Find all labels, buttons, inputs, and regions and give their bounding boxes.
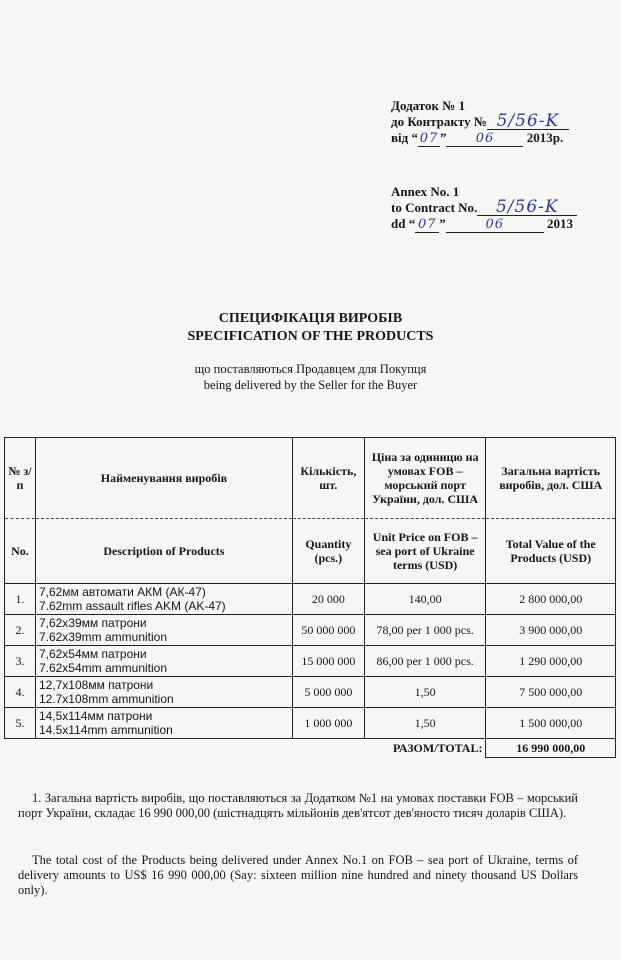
- table-header-en: [5, 519, 616, 584]
- date-month-ua: 06: [446, 131, 523, 147]
- row-price: 1,50: [364, 677, 486, 708]
- row-total: 2 800 000,00: [486, 584, 616, 615]
- row-desc-ua: 14,5x114мм патрони: [38, 709, 153, 723]
- table-header-ua: [5, 438, 616, 519]
- title-en: SPECIFICATION OF THE PRODUCTS: [187, 329, 434, 344]
- contract-label-en: to Contract No.: [391, 200, 478, 215]
- row-desc-en: 7.62x54mm ammunition: [38, 661, 168, 675]
- row-total: 3 900 000,00: [486, 615, 616, 646]
- header-price-ua: Ціна за одиницю на умовах FOB – морський порт України, дол. США: [364, 438, 486, 519]
- header-total-en: Total Value of the Products (USD): [486, 519, 616, 584]
- row-num: 5.: [5, 708, 36, 739]
- row-num: 4.: [5, 677, 36, 708]
- table-row: [5, 615, 616, 646]
- row-qty: 1 000 000: [292, 708, 364, 739]
- row-price: 1,50: [364, 708, 486, 739]
- header-qty-ua: Кількість, шт.: [292, 438, 364, 519]
- row-desc-ua: 7,62мм автомати АКМ (АК-47): [38, 585, 206, 599]
- subtitle-ua: що поставляються Продавцем для Покупця: [194, 362, 427, 376]
- total-value: 16 990 000,00: [486, 739, 616, 758]
- annex-title-en: Annex No. 1: [391, 184, 460, 199]
- table-row: [5, 584, 616, 615]
- contract-line-en: [391, 197, 577, 217]
- row-num: 1.: [5, 584, 36, 615]
- contract-line-ua: [391, 111, 569, 131]
- header-price-en: Unit Price on FOB – sea port of Ukraine terms (USD): [364, 519, 486, 584]
- row-total: 7 500 000,00: [486, 677, 616, 708]
- row-total: 1 500 000,00: [486, 708, 616, 739]
- contract-label-ua: до Контракту №: [391, 114, 487, 129]
- annex-header-ua: [391, 98, 569, 147]
- header-name-en: Description of Products: [35, 519, 292, 584]
- table-row: [5, 646, 616, 677]
- date-day-ua: 07: [419, 131, 439, 146]
- date-quote-en: ”: [439, 216, 446, 231]
- paragraph-en: [18, 853, 578, 898]
- row-desc-en: 7.62x39mm ammunition: [38, 630, 168, 644]
- header-name-ua: Найменування виробів: [35, 438, 292, 519]
- date-prefix-en: dd “: [391, 216, 416, 231]
- table-row: [5, 708, 616, 739]
- title-ua: СПЕЦИФІКАЦІЯ ВИРОБІВ: [218, 311, 403, 326]
- row-qty: 5 000 000: [292, 677, 364, 708]
- header-num-en: No.: [5, 519, 36, 584]
- row-desc-ua: 7,62x54мм патрони: [38, 647, 147, 661]
- annex-title-ua: Додаток № 1: [391, 98, 466, 113]
- header-num-ua: № з/п: [5, 438, 36, 519]
- row-num: 3.: [5, 646, 36, 677]
- row-qty: 15 000 000: [292, 646, 364, 677]
- specification-table: [4, 437, 616, 758]
- row-description: [35, 615, 292, 646]
- row-description: [35, 708, 292, 739]
- paragraph-ua: [18, 791, 578, 821]
- row-qty: 20 000: [292, 584, 364, 615]
- table-row: [5, 677, 616, 708]
- date-month-en: 06: [446, 217, 544, 233]
- total-label: РАЗОМ/TOTAL:: [5, 739, 486, 758]
- row-desc-en: 14.5x114mm ammunition: [38, 723, 173, 737]
- date-prefix-ua: від “: [391, 130, 418, 145]
- row-desc-ua: 7,62x39мм патрони: [38, 616, 147, 630]
- annex-header-en: [391, 184, 577, 233]
- header-total-ua: Загальна вартість виробів, дол. США: [486, 438, 616, 519]
- date-quote-ua: ”: [439, 130, 447, 145]
- table-total-row: [5, 739, 616, 758]
- row-desc-en: 12.7x108mm ammunition: [38, 692, 174, 706]
- contract-number-ua: 5/56-K: [487, 114, 569, 130]
- row-num: 2.: [5, 615, 36, 646]
- row-description: [35, 646, 292, 677]
- row-desc-en: 7.62mm assault rifles AKM (AK-47): [38, 599, 226, 613]
- date-day-en: 07: [415, 217, 439, 233]
- row-price: 86,00 per 1 000 pcs.: [364, 646, 486, 677]
- row-desc-ua: 12,7x108мм патрони: [38, 678, 154, 692]
- row-qty: 50 000 000: [292, 615, 364, 646]
- header-qty-en: Quantity (pcs.): [292, 519, 364, 584]
- paragraph-en-text: The total cost of the Products being delivered under Annex No.1 on FOB – sea port of Ukraine, terms of delivery amounts to US$ 16 990 000,00 (Say: sixteen million nine hundred and ninety thousand US Dollars only).: [18, 853, 578, 897]
- date-line-en: [391, 216, 577, 233]
- paragraph-ua-text: 1. Загальна вартість виробів, що поставляються за Додатком №1 на умовах поставки FOB – морський порт України, складає 16 990 000,00 (шістнадцять мільйонів дев'ятсот дев'яносто тисяч доларів США).: [18, 791, 578, 820]
- row-total: 1 290 000,00: [486, 646, 616, 677]
- subtitle-en: being delivered by the Seller for the Buyer: [203, 378, 418, 392]
- row-price: 140,00: [364, 584, 486, 615]
- row-description: [35, 584, 292, 615]
- row-description: [35, 677, 292, 708]
- row-price: 78,00 per 1 000 pcs.: [364, 615, 486, 646]
- date-year-en: 2013: [546, 216, 573, 231]
- date-line-ua: [391, 130, 569, 147]
- contract-number-en: 5/56-K: [477, 200, 577, 216]
- date-year-ua: 2013р.: [526, 130, 564, 145]
